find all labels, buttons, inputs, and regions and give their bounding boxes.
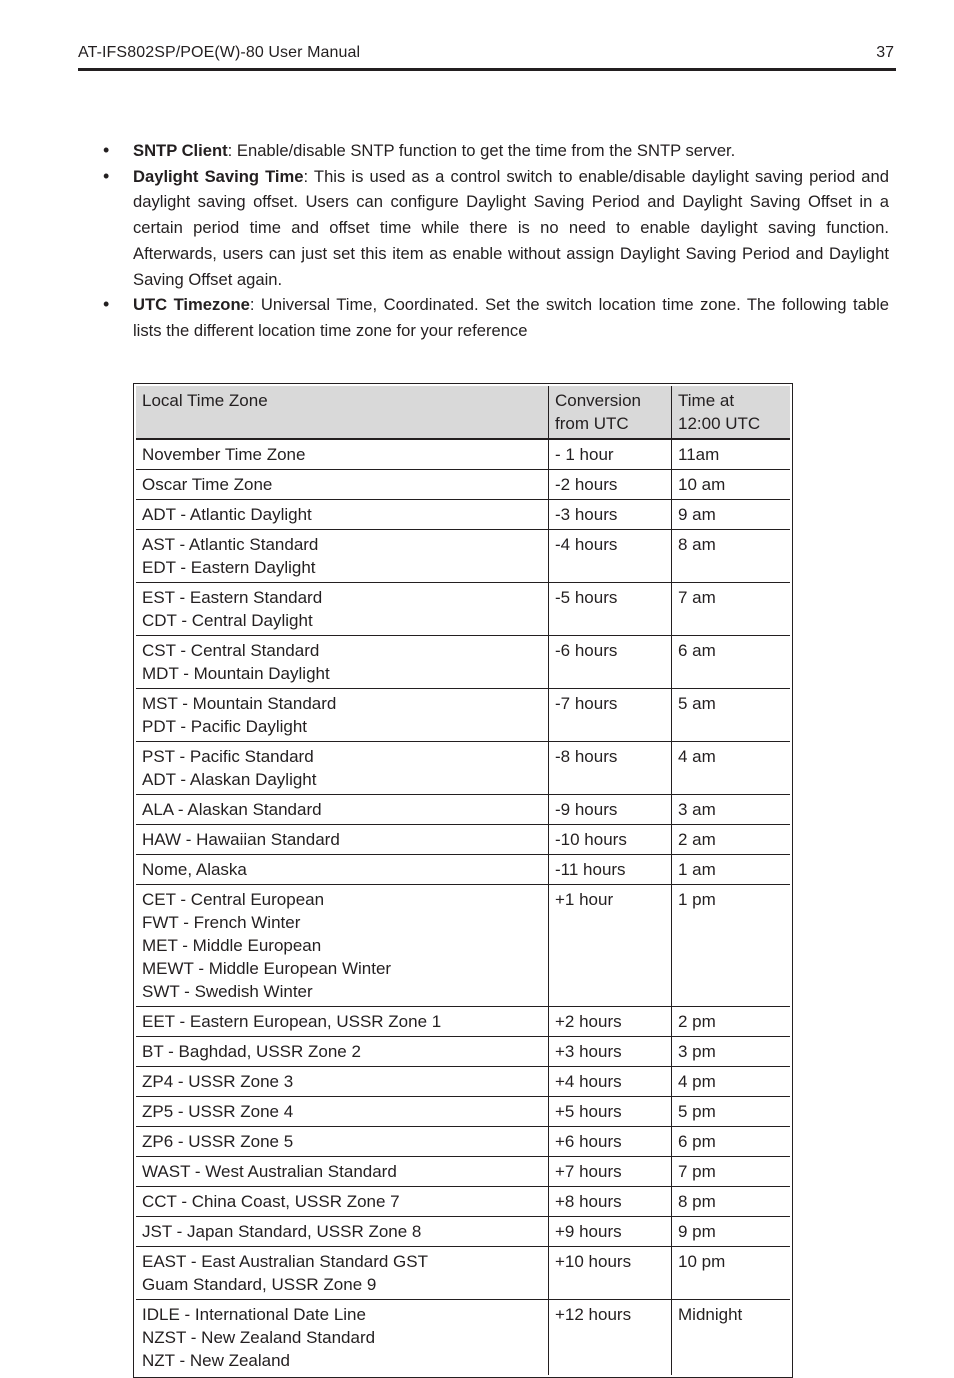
cell-time: 2 pm <box>672 1007 790 1037</box>
zone-name: EAST - East Australian Standard GST <box>142 1252 428 1271</box>
cell-conversion: -4 hours <box>549 530 672 583</box>
cell-time: 7 am <box>672 583 790 636</box>
cell-local-time-zone <box>136 500 549 530</box>
table-row <box>136 885 790 1007</box>
zone-name: EST - Eastern Standard <box>142 588 323 607</box>
zone-name: ADT - Alaskan Daylight <box>142 770 317 789</box>
table-row <box>136 855 790 885</box>
cell-conversion: +3 hours <box>549 1037 672 1067</box>
zone-name: EET - Eastern European, USSR Zone 1 <box>142 1012 442 1031</box>
table-row <box>136 1007 790 1037</box>
cell-time: 10 am <box>672 470 790 500</box>
table-row <box>136 1127 790 1157</box>
bullet-icon: • <box>103 140 110 160</box>
cell-local-time-zone <box>136 470 549 500</box>
zone-name: WAST - West Australian Standard <box>142 1162 397 1181</box>
cell-conversion: +8 hours <box>549 1187 672 1217</box>
cell-local-time-zone <box>136 530 549 583</box>
cell-conversion: +10 hours <box>549 1247 672 1300</box>
cell-time: 1 am <box>672 855 790 885</box>
cell-local-time-zone <box>136 1157 549 1187</box>
cell-local-time-zone <box>136 636 549 689</box>
zone-name: MEWT - Middle European Winter <box>142 959 392 978</box>
zone-name: Nome, Alaska <box>142 860 247 879</box>
cell-time: 10 pm <box>672 1247 790 1300</box>
cell-time: 3 am <box>672 795 790 825</box>
table-row <box>136 440 790 470</box>
page-header <box>78 44 896 71</box>
table-row <box>136 742 790 795</box>
zone-name: ZP6 - USSR Zone 5 <box>142 1132 294 1151</box>
table-header-row <box>136 386 790 440</box>
zone-name: SWT - Swedish Winter <box>142 982 313 1001</box>
bullet-icon: • <box>103 165 110 186</box>
cell-conversion: +4 hours <box>549 1067 672 1097</box>
page-number: 37 <box>876 44 894 61</box>
cell-conversion: +9 hours <box>549 1217 672 1247</box>
cell-local-time-zone <box>136 795 549 825</box>
description: : This is used as a control switch to enable/disable daylight saving period and daylight saving offset. Users can configure Daylight Saving Period and Daylight Saving Offset in a certain period time and offset time while there is no need to enable daylight saving function. Afterwards, users can just set this item as enable without assign Daylight Saving Period and Daylight Saving Offset again. <box>133 166 889 289</box>
zone-name: MET - Middle European <box>142 936 322 955</box>
table-row <box>136 1037 790 1067</box>
bullet-list <box>100 138 889 344</box>
cell-local-time-zone <box>136 825 549 855</box>
table-row <box>136 530 790 583</box>
header-text: Conversion <box>555 391 641 410</box>
zone-name: PDT - Pacific Daylight <box>142 717 308 736</box>
timezone-table <box>133 383 793 1378</box>
zone-name: ZP4 - USSR Zone 3 <box>142 1072 294 1091</box>
cell-conversion: +5 hours <box>549 1097 672 1127</box>
cell-local-time-zone <box>136 1300 549 1375</box>
table-row <box>136 583 790 636</box>
zone-name: ALA - Alaskan Standard <box>142 800 322 819</box>
header-text: 12:00 UTC <box>678 414 761 433</box>
zone-name: November Time Zone <box>142 445 306 464</box>
table-row <box>136 1217 790 1247</box>
cell-time: 9 pm <box>672 1217 790 1247</box>
cell-local-time-zone <box>136 1067 549 1097</box>
cell-local-time-zone <box>136 689 549 742</box>
cell-conversion: -7 hours <box>549 689 672 742</box>
column-header-conversion <box>549 386 672 440</box>
cell-time: 6 pm <box>672 1127 790 1157</box>
cell-conversion: +2 hours <box>549 1007 672 1037</box>
cell-local-time-zone <box>136 885 549 1007</box>
zone-name: CCT - China Coast, USSR Zone 7 <box>142 1192 400 1211</box>
column-header-local-time-zone <box>136 386 549 440</box>
cell-time: 4 am <box>672 742 790 795</box>
zone-name: CST - Central Standard <box>142 641 320 660</box>
cell-local-time-zone <box>136 1187 549 1217</box>
cell-local-time-zone <box>136 1007 549 1037</box>
cell-time: 7 pm <box>672 1157 790 1187</box>
cell-local-time-zone <box>136 1247 549 1300</box>
table-row <box>136 1157 790 1187</box>
header-text: Time at <box>678 391 735 410</box>
cell-local-time-zone <box>136 1097 549 1127</box>
zone-name: BT - Baghdad, USSR Zone 2 <box>142 1042 361 1061</box>
cell-conversion: -2 hours <box>549 470 672 500</box>
zone-name: MDT - Mountain Daylight <box>142 664 330 683</box>
table-row <box>136 1187 790 1217</box>
cell-conversion: -8 hours <box>549 742 672 795</box>
term: SNTP Client <box>133 141 228 160</box>
cell-time: 4 pm <box>672 1067 790 1097</box>
column-header-time <box>672 386 790 440</box>
table-row <box>136 636 790 689</box>
table-row <box>136 689 790 742</box>
table-row <box>136 795 790 825</box>
cell-conversion: -3 hours <box>549 500 672 530</box>
table-row <box>136 500 790 530</box>
description: : Universal Time, Coordinated. Set the switch location time zone. The following table lists the different location time zone for your reference <box>133 295 889 340</box>
cell-time: 5 pm <box>672 1097 790 1127</box>
list-item <box>100 164 889 293</box>
cell-conversion: -6 hours <box>549 636 672 689</box>
zone-name: ZP5 - USSR Zone 4 <box>142 1102 294 1121</box>
cell-time: 8 pm <box>672 1187 790 1217</box>
cell-conversion: -9 hours <box>549 795 672 825</box>
cell-conversion: +1 hour <box>549 885 672 1007</box>
header-text: from UTC <box>555 414 629 433</box>
description: : Enable/disable SNTP function to get the time from the SNTP server. <box>227 141 736 160</box>
cell-time: 11am <box>672 440 790 470</box>
cell-local-time-zone <box>136 1037 549 1067</box>
cell-time: 5 am <box>672 689 790 742</box>
document-title: AT-IFS802SP/POE(W)-80 User Manual <box>78 44 361 61</box>
zone-name: FWT - French Winter <box>142 913 301 932</box>
table-row <box>136 1300 790 1375</box>
cell-conversion: -5 hours <box>549 583 672 636</box>
cell-local-time-zone <box>136 583 549 636</box>
table-row <box>136 825 790 855</box>
list-item <box>100 138 889 164</box>
zone-name: IDLE - International Date Line <box>142 1305 366 1324</box>
list-item <box>100 292 889 343</box>
cell-conversion: -10 hours <box>549 825 672 855</box>
zone-name: JST - Japan Standard, USSR Zone 8 <box>142 1222 422 1241</box>
cell-time: 8 am <box>672 530 790 583</box>
cell-time: Midnight <box>678 1305 743 1324</box>
table-row <box>136 470 790 500</box>
bullet-icon: • <box>103 294 110 315</box>
cell-time: 6 am <box>672 636 790 689</box>
header-text: Local Time Zone <box>142 391 268 410</box>
table-row <box>136 1097 790 1127</box>
cell-conversion: +12 hours <box>549 1300 672 1375</box>
zone-name: EDT - Eastern Daylight <box>142 558 316 577</box>
cell-time: 1 pm <box>672 885 790 1007</box>
cell-time: 9 am <box>672 500 790 530</box>
zone-name: MST - Mountain Standard <box>142 694 337 713</box>
zone-name: CET - Central European <box>142 890 325 909</box>
zone-name: HAW - Hawaiian Standard <box>142 830 340 849</box>
cell-local-time-zone <box>136 1217 549 1247</box>
term: Daylight Saving Time <box>133 166 304 186</box>
zone-name: AST - Atlantic Standard <box>142 535 319 554</box>
cell-conversion: +6 hours <box>549 1127 672 1157</box>
term: UTC Timezone <box>133 295 250 315</box>
cell-time: 2 am <box>672 825 790 855</box>
cell-local-time-zone <box>136 855 549 885</box>
cell-local-time-zone <box>136 1127 549 1157</box>
zone-name: PST - Pacific Standard <box>142 747 314 766</box>
zone-name: CDT - Central Daylight <box>142 611 313 630</box>
cell-local-time-zone <box>136 742 549 795</box>
zone-name: Oscar Time Zone <box>142 475 273 494</box>
table-row <box>136 1247 790 1300</box>
zone-name: Guam Standard, USSR Zone 9 <box>142 1275 377 1294</box>
cell-time: 3 pm <box>672 1037 790 1067</box>
table-row <box>136 1067 790 1097</box>
zone-name: NZT - New Zealand <box>142 1351 291 1370</box>
cell-conversion: - 1 hour <box>549 440 672 470</box>
zone-name: NZST - New Zealand Standard <box>142 1328 376 1347</box>
cell-conversion: +7 hours <box>549 1157 672 1187</box>
cell-local-time-zone <box>136 440 549 470</box>
cell-conversion: -11 hours <box>549 855 672 885</box>
zone-name: ADT - Atlantic Daylight <box>142 505 312 524</box>
